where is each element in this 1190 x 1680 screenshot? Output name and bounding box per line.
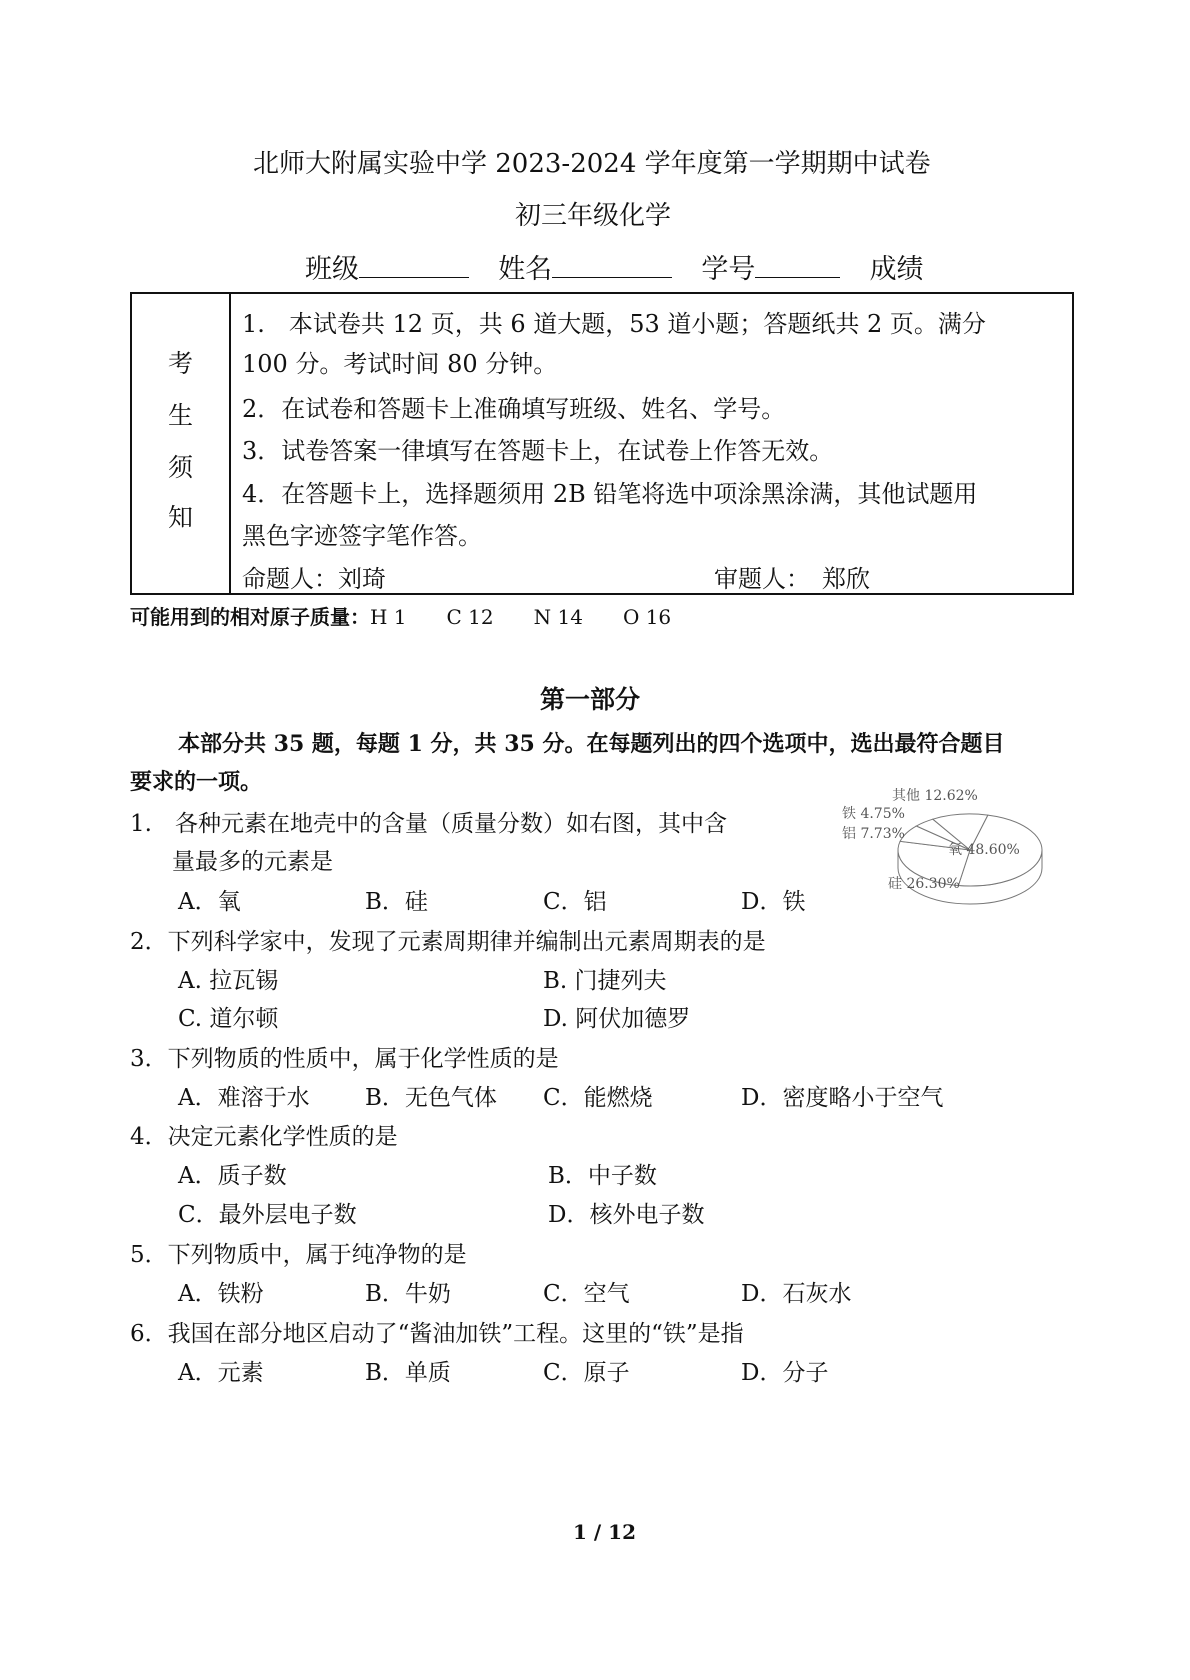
class-label: 班级 <box>305 254 359 285</box>
exam-title: 北师大附属实验中学 2023-2024 学年度第一学期期中试卷 <box>253 149 931 179</box>
pie-label-4: 铁 4.75% <box>842 806 905 822</box>
question-3-option-b[interactable]: B．无色气体 <box>365 1085 497 1111</box>
name-label: 姓名 <box>498 254 553 285</box>
question-4-option-d[interactable]: D．核外电子数 <box>548 1202 705 1228</box>
pie-label-5: 其他 12.62% <box>892 788 978 804</box>
question-6-stem: 6．我国在部分地区启动了“酱油加铁”工程。这里的“铁”是指 <box>130 1321 744 1347</box>
question-5-stem: 5．下列物质中，属于纯净物的是 <box>130 1242 467 1268</box>
atomic-masses <box>130 601 671 630</box>
question-5-option-a[interactable]: A．铁粉 <box>178 1281 264 1307</box>
notice-author: 命题人：刘琦 <box>242 565 386 593</box>
question-5-option-c[interactable]: C．空气 <box>543 1281 630 1307</box>
question-3-option-a[interactable]: A．难溶于水 <box>178 1085 310 1111</box>
question-4-option-b[interactable]: B．中子数 <box>548 1163 657 1189</box>
part-instruction-1: 本部分共 35 题，每题 1 分，共 35 分。在每题列出的四个选项中，选出最符合题目 <box>178 731 1005 757</box>
notice-label-char-1: 考 <box>167 349 193 378</box>
question-6-option-a[interactable]: A．元素 <box>178 1360 264 1386</box>
score-label: 成绩 <box>869 254 924 285</box>
question-3-option-d[interactable]: D．密度略小于空气 <box>741 1085 944 1111</box>
question-2-option-a[interactable]: A. 拉瓦锡 <box>178 968 279 994</box>
part-heading: 第一部分 <box>540 685 641 714</box>
pie-label-3: 铝 7.73% <box>842 826 905 842</box>
question-1-stem-2: 量最多的元素是 <box>172 849 333 875</box>
name-field[interactable] <box>552 253 672 278</box>
question-2-stem: 2．下列科学家中，发现了元素周期律并编制出元素周期表的是 <box>130 929 766 955</box>
question-2-option-c[interactable]: C. 道尔顿 <box>178 1006 279 1032</box>
question-6-option-b[interactable]: B．单质 <box>365 1360 451 1386</box>
notice-line-5: 4．在答题卡上，选择题须用 2B 铅笔将选中项涂黑涂满，其他试题用 <box>242 480 978 508</box>
question-3-option-c[interactable]: C．能燃烧 <box>543 1085 653 1111</box>
student-info-row <box>305 247 924 286</box>
part-instruction-2: 要求的一项。 <box>130 769 263 795</box>
question-2-option-b[interactable]: B. 门捷列夫 <box>543 968 667 994</box>
notice-reviewer: 审题人： 郑欣 <box>714 565 870 593</box>
question-5-option-d[interactable]: D．石灰水 <box>741 1281 852 1307</box>
notice-box <box>130 292 1074 595</box>
question-1-option-b[interactable]: B．硅 <box>365 889 428 915</box>
id-field[interactable] <box>755 253 840 278</box>
notice-line-3: 2．在试卷和答题卡上准确填写班级、姓名、学号。 <box>242 395 786 423</box>
question-1-option-a[interactable]: A．氧 <box>178 889 241 915</box>
question-1-stem: 1. 各种元素在地壳中的含量（质量分数）如右图，其中含 <box>130 811 727 837</box>
crust-element-pie-chart <box>840 788 1050 918</box>
question-6-option-c[interactable]: C．原子 <box>543 1360 630 1386</box>
notice-label-char-4: 知 <box>167 503 193 532</box>
question-4-option-c[interactable]: C．最外层电子数 <box>178 1202 357 1228</box>
notice-line-1: 1. 本试卷共 12 页，共 6 道大题，53 道小题；答题纸共 2 页。满分 <box>242 310 986 338</box>
class-field[interactable] <box>359 253 469 278</box>
notice-line-6: 黑色字迹签字笔作答。 <box>242 522 482 550</box>
notice-line-4: 3．试卷答案一律填写在答题卡上，在试卷上作答无效。 <box>242 437 834 465</box>
question-3-stem: 3．下列物质的性质中，属于化学性质的是 <box>130 1046 559 1072</box>
question-1-option-d[interactable]: D．铁 <box>741 889 806 915</box>
question-4-option-a[interactable]: A．质子数 <box>178 1163 287 1189</box>
id-label: 学号 <box>701 254 756 285</box>
pie-label-2: 硅 26.30% <box>888 876 960 892</box>
question-5-option-b[interactable]: B．牛奶 <box>365 1281 451 1307</box>
question-4-stem: 4．决定元素化学性质的是 <box>130 1124 398 1150</box>
notice-divider <box>229 294 231 593</box>
question-1-option-c[interactable]: C．铝 <box>543 889 607 915</box>
exam-subtitle: 初三年级化学 <box>515 201 672 231</box>
atomic-masses-label: 可能用到的相对原子质量： <box>130 605 370 629</box>
question-6-option-d[interactable]: D．分子 <box>741 1360 829 1386</box>
page-number: 1 / 12 <box>573 1520 636 1544</box>
atomic-masses-values: H 1 C 12 N 14 O 16 <box>370 605 672 629</box>
notice-label-char-3: 须 <box>167 453 193 482</box>
pie-label-1: 氧 48.60% <box>948 842 1020 858</box>
notice-label-char-2: 生 <box>167 401 193 430</box>
question-2-option-d[interactable]: D. 阿伏加德罗 <box>543 1006 691 1032</box>
notice-line-2: 100 分。考试时间 80 分钟。 <box>242 350 558 378</box>
